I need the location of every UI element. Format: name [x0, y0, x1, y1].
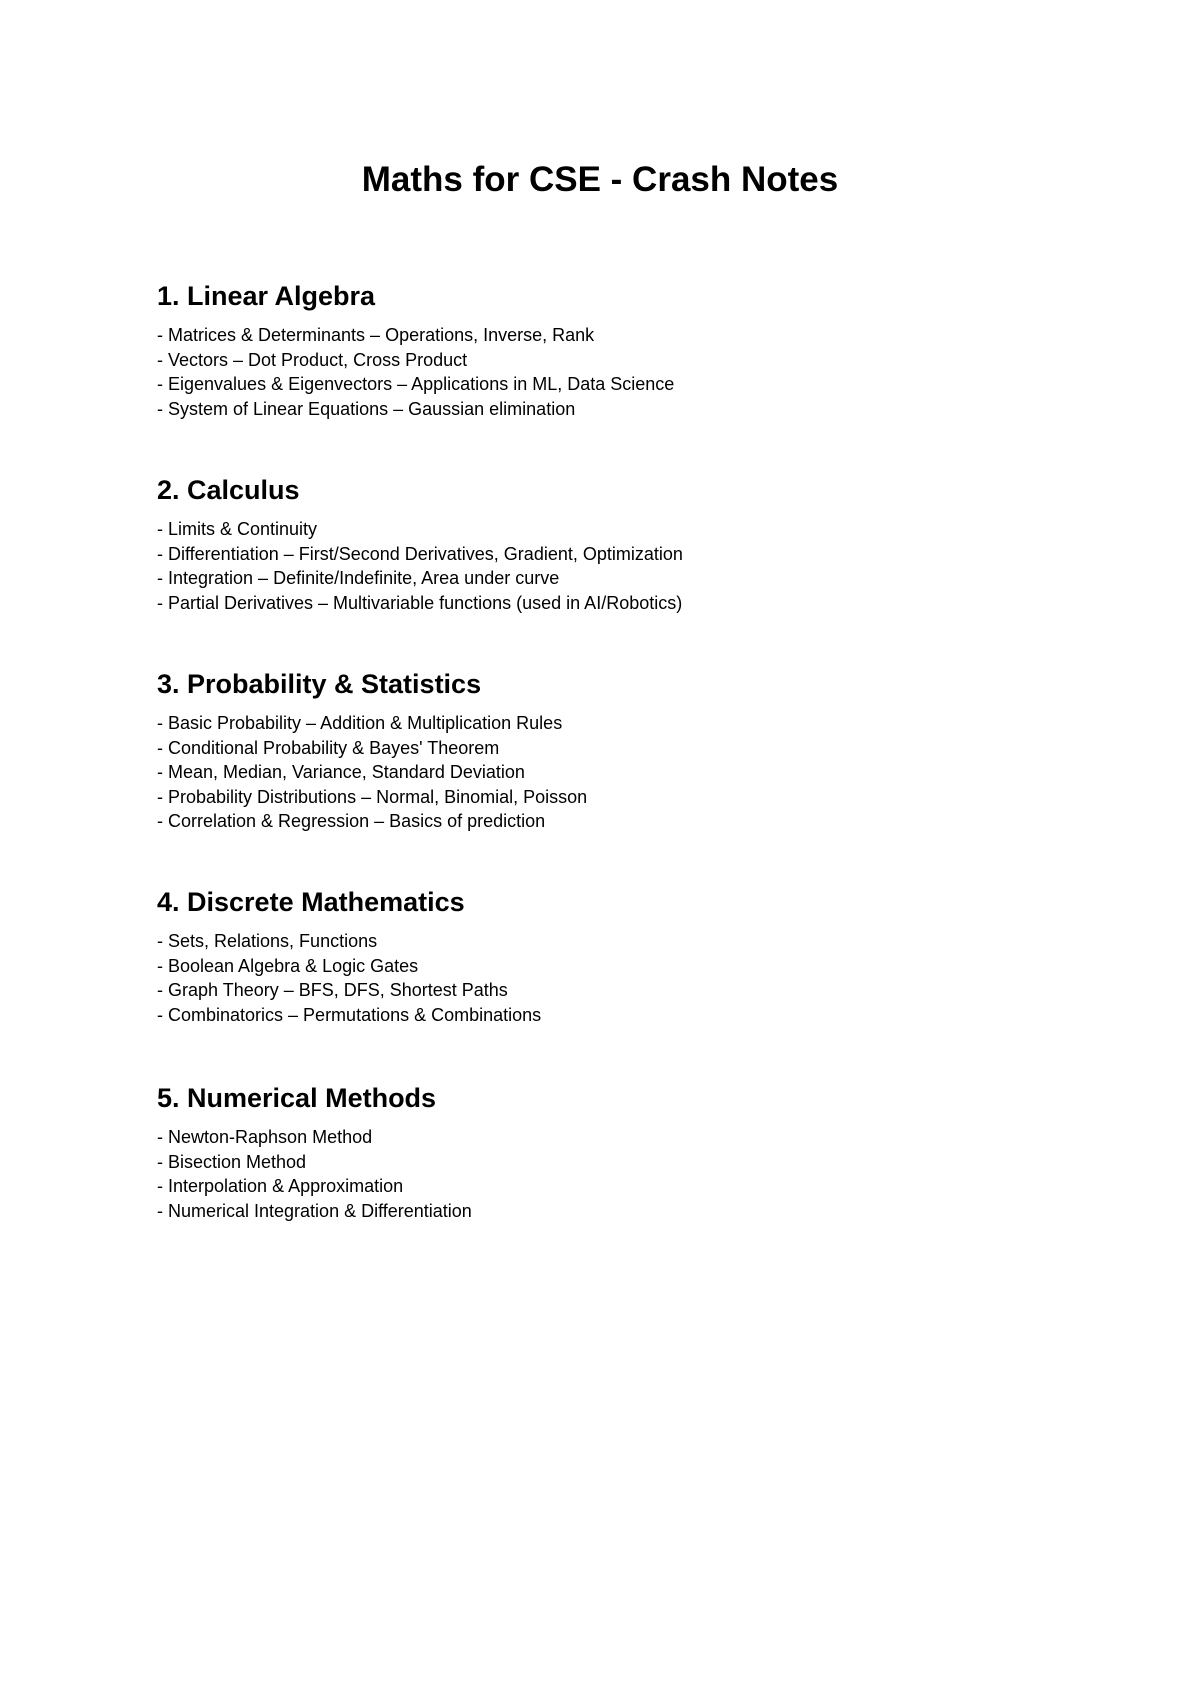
list-item: - Integration – Definite/Indefinite, Area under curve — [157, 568, 560, 588]
section-calculus — [157, 473, 1057, 615]
list-item: - Eigenvalues & Eigenvectors – Applications in ML, Data Science — [157, 374, 675, 394]
list-item: - Sets, Relations, Functions — [157, 931, 378, 951]
list-item: - Interpolation & Approximation — [157, 1176, 404, 1196]
list-item: - Basic Probability – Addition & Multiplication Rules — [157, 713, 563, 733]
list-item: - Bisection Method — [157, 1151, 307, 1172]
list-item: - Probability Distributions – Normal, Binomial, Poisson — [157, 786, 588, 807]
list-item: - Differentiation – First/Second Derivatives, Gradient, Optimization — [157, 543, 683, 564]
list-item: - System of Linear Equations – Gaussian elimination — [157, 398, 576, 419]
list-item: - Combinatorics – Permutations & Combinations — [157, 1004, 542, 1025]
list-item: - Partial Derivatives – Multivariable functions (used in AI/Robotics) — [157, 592, 683, 613]
section-heading: 2. Calculus — [157, 475, 300, 505]
list-item: - Mean, Median, Variance, Standard Deviation — [157, 762, 525, 782]
page-title: Maths for CSE - Crash Notes — [361, 160, 839, 199]
list-item: - Conditional Probability & Bayes' Theorem — [157, 737, 500, 758]
bullet-list — [157, 711, 1057, 834]
list-item: - Graph Theory – BFS, DFS, Shortest Paths — [157, 980, 508, 1000]
section-probability-statistics — [157, 667, 1057, 834]
list-item: - Boolean Algebra & Logic Gates — [157, 955, 419, 976]
bullet-list — [157, 1125, 1057, 1223]
list-item: - Newton-Raphson Method — [157, 1127, 373, 1147]
section-heading: 1. Linear Algebra — [157, 281, 376, 311]
bullet-list — [157, 323, 1057, 421]
list-item: - Matrices & Determinants – Operations, Inverse, Rank — [157, 325, 595, 345]
bullet-list — [157, 517, 1057, 615]
list-item: - Correlation & Regression – Basics of prediction — [157, 811, 546, 831]
section-numerical-methods — [157, 1081, 1057, 1223]
section-heading: 4. Discrete Mathematics — [157, 887, 465, 917]
bullet-list — [157, 929, 1057, 1027]
list-item: - Numerical Integration & Differentiation — [157, 1200, 472, 1221]
list-item: - Limits & Continuity — [157, 519, 318, 539]
section-heading: 3. Probability & Statistics — [157, 669, 482, 699]
section-heading: 5. Numerical Methods — [157, 1083, 437, 1113]
section-discrete-mathematics — [157, 885, 1057, 1027]
section-linear-algebra — [157, 279, 1057, 421]
list-item: - Vectors – Dot Product, Cross Product — [157, 349, 468, 370]
